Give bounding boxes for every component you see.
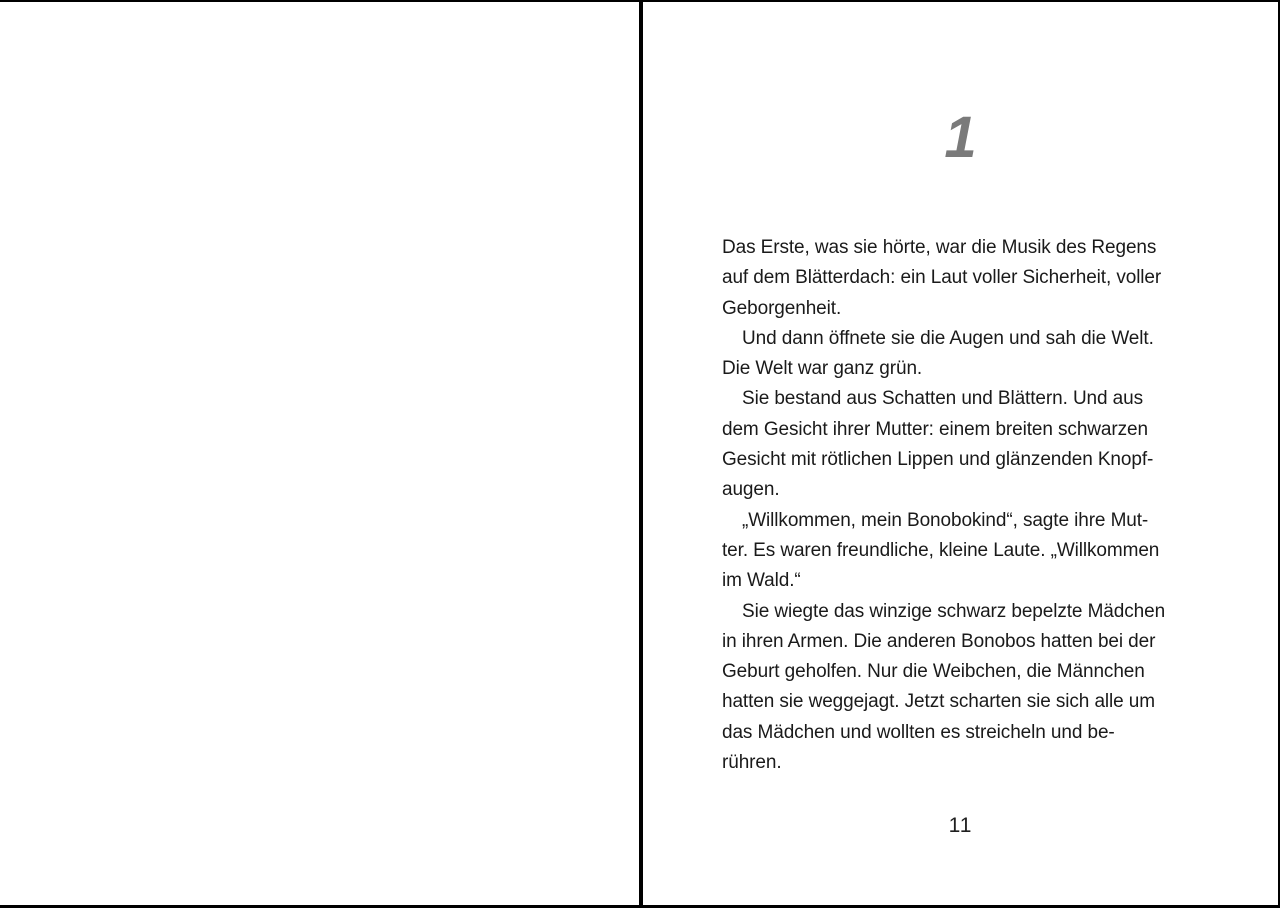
text-line: Geburt geholfen. Nur die Weibchen, die Männchen <box>722 661 1145 683</box>
text-line: in ihren Armen. Die anderen Bonobos hatten bei der <box>722 630 1156 652</box>
text-line: Das Erste, was sie hörte, war die Musik des Regens <box>722 237 1157 258</box>
text-line: im Wald.“ <box>722 570 801 592</box>
text-line: Sie bestand aus Schatten und Blättern. Und aus <box>742 388 1144 410</box>
text-line: „Willkommen, mein Bonobokind“, sagte ihre Mut- <box>742 509 1149 531</box>
right-page <box>643 2 1278 905</box>
text-line: Sie wiegte das winzige schwarz bepelzte Mädchen <box>742 600 1166 622</box>
left-page <box>0 2 639 905</box>
text-line: ter. Es waren freundliche, kleine Laute. „Willkommen <box>722 539 1160 561</box>
text-line: augen. <box>722 479 780 501</box>
text-line: hatten sie weggejagt. Jetzt scharten sie sich alle um <box>722 691 1155 713</box>
text-line: auf dem Blätterdach: ein Laut voller Sicherheit, voller <box>722 267 1162 289</box>
text-line: das Mädchen und wollten es streicheln und be- <box>722 721 1115 743</box>
text-line: Geborgenheit. <box>722 297 842 319</box>
body-text <box>722 233 1197 778</box>
text-line: dem Gesicht ihrer Mutter: einem breiten schwarzen <box>722 418 1148 440</box>
page-number: 11 <box>948 814 973 837</box>
text-line: rühren. <box>722 752 782 774</box>
text-line: Und dann öffnete sie die Augen und sah die Welt. <box>742 327 1154 349</box>
text-line: Die Welt war ganz grün. <box>722 358 923 380</box>
chapter-number: 1 <box>944 105 977 170</box>
text-line: Gesicht mit rötlichen Lippen und glänzenden Knopf- <box>722 449 1154 471</box>
